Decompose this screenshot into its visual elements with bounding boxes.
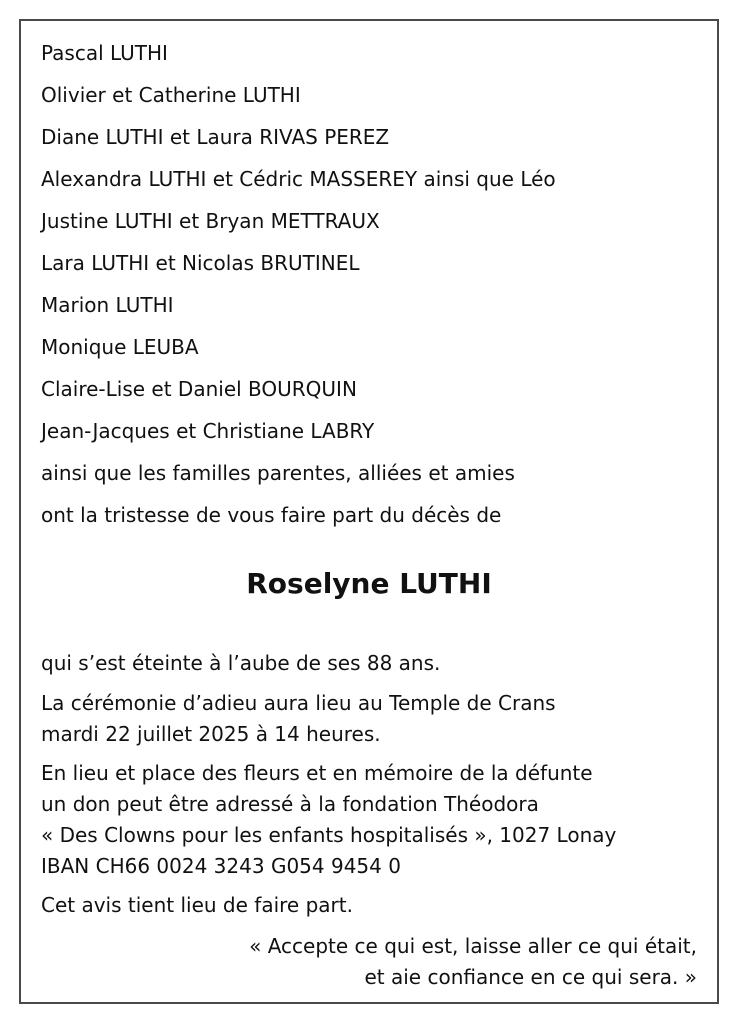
notice-text: Cet avis tient lieu de faire part.	[41, 893, 353, 917]
family-line: Lara LUTHI et Nicolas BRUTINEL	[41, 251, 360, 275]
age-line	[41, 648, 440, 679]
family-line: Alexandra LUTHI et Cédric MASSEREY ainsi que Léo	[41, 167, 556, 191]
family-line: Claire-Lise et Daniel BOURQUIN	[41, 377, 357, 401]
notice-line	[41, 890, 353, 921]
family-line: Olivier et Catherine LUTHI	[41, 83, 301, 107]
ceremony-paragraph	[41, 688, 556, 750]
family-line: ont la tristesse de vous faire part du décès de	[41, 503, 502, 527]
donation-line: « Des Clowns pour les enfants hospitalisés », 1027 Lonay	[41, 823, 617, 847]
quote-line: et aie confiance en ce qui sera. »	[364, 965, 697, 989]
donation-paragraph	[41, 758, 616, 882]
deceased-name: Roselyne LUTHI	[246, 567, 492, 600]
family-line: Jean-Jacques et Christiane LABRY	[41, 419, 375, 443]
family-line: ainsi que les familles parentes, alliées et amies	[41, 461, 515, 485]
closing-quote	[249, 931, 697, 993]
ceremony-line: La cérémonie d’adieu aura lieu au Temple de Crans	[41, 691, 556, 715]
notice-frame	[19, 19, 719, 1004]
donation-line: un don peut être adressé à la fondation Théodora	[41, 792, 539, 816]
family-line: Diane LUTHI et Laura RIVAS PEREZ	[41, 125, 390, 149]
ceremony-line: mardi 22 juillet 2025 à 14 heures.	[41, 722, 381, 746]
donation-line: En lieu et place des fleurs et en mémoire de la défunte	[41, 761, 593, 785]
iban-line: IBAN CH66 0024 3243 G054 9454 0	[41, 854, 401, 878]
family-line: Justine LUTHI et Bryan METTRAUX	[41, 209, 380, 233]
age-text: qui s’est éteinte à l’aube de ses 88 ans.	[41, 651, 441, 675]
family-line: Monique LEUBA	[41, 335, 199, 359]
quote-line: « Accepte ce qui est, laisse aller ce qui était,	[249, 934, 697, 958]
family-line: Marion LUTHI	[41, 293, 174, 317]
family-line: Pascal LUTHI	[41, 41, 168, 65]
family-list	[41, 41, 556, 545]
